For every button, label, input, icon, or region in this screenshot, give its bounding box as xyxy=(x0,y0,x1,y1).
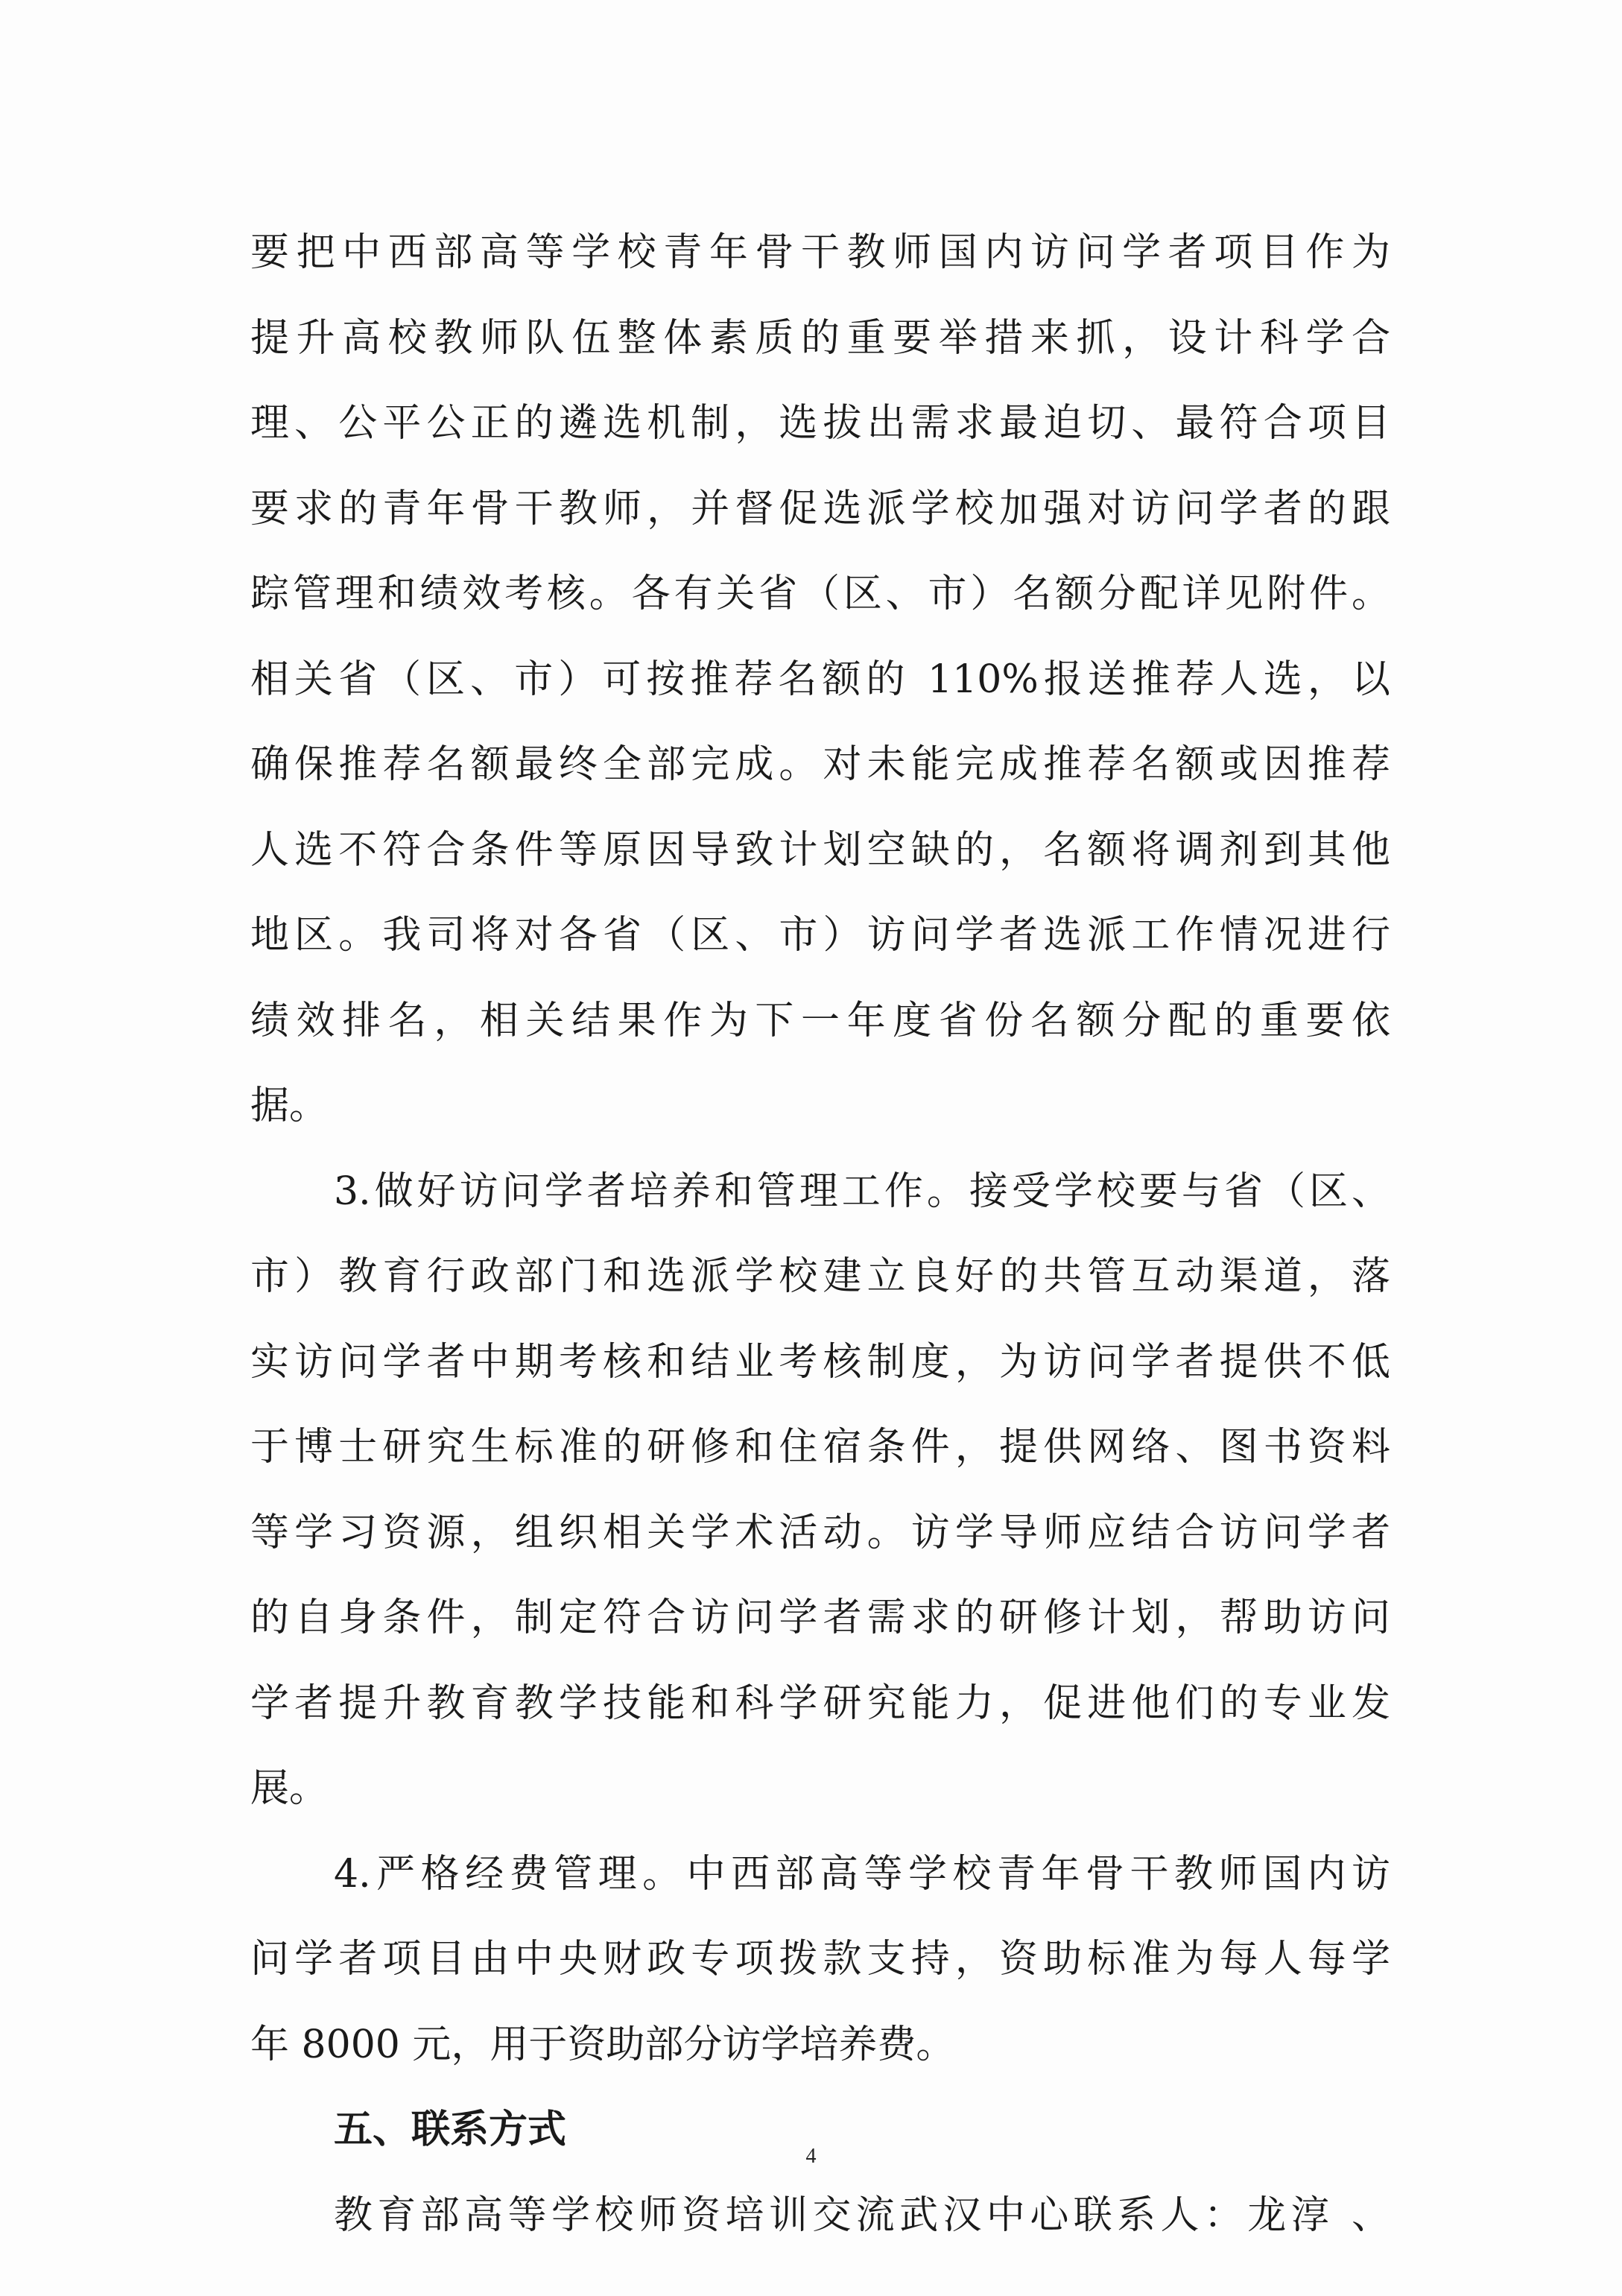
text-line: 地区。我司将对各省（区、市）访问学者选派工作情况进行 xyxy=(250,913,1390,958)
text-line: 3.做好访问学者培养和管理工作。接受学校要与省（区、 xyxy=(334,1168,1390,1214)
text-line: 问学者项目由中央财政专项拨款支持，资助标准为每人每学 xyxy=(250,1937,1390,1982)
text-line: 要把中西部高等学校青年骨干教师国内访问学者项目作为 xyxy=(250,230,1390,275)
text-line: 市）教育行政部门和选派学校建立良好的共管互动渠道，落 xyxy=(250,1254,1390,1299)
page-number: 4 xyxy=(805,2145,817,2168)
text-line: 展。 xyxy=(250,1766,329,1811)
text-line: 等学习资源，组织相关学术活动。访学导师应结合访问学者 xyxy=(250,1510,1390,1555)
text-line: 4.严格经费管理。中西部高等学校青年骨干教师国内访 xyxy=(334,1851,1390,1897)
text-line: 据。 xyxy=(250,1084,329,1128)
text-line: 教育部高等学校师资培训交流武汉中心联系人：龙淳 、 xyxy=(334,2192,1390,2238)
text-line: 人选不符合条件等原因导致计划空缺的，名额将调剂到其他 xyxy=(250,827,1390,873)
text-line: 实访问学者中期考核和结业考核制度，为访问学者提供不低 xyxy=(250,1339,1390,1385)
text-line: 理、公平公正的遴选机制，选拔出需求最迫切、最符合项目 xyxy=(250,401,1390,446)
text-line: 学者提升教育教学技能和科学研究能力，促进他们的专业发 xyxy=(250,1680,1390,1726)
section-heading: 五、联系方式 xyxy=(334,2107,567,2152)
text-line: 的自身条件，制定符合访问学者需求的研修计划，帮助访问 xyxy=(250,1596,1390,1640)
text-line: 确保推荐名额最终全部完成。对未能完成推荐名额或因推荐 xyxy=(250,742,1390,787)
body-text xyxy=(250,210,1390,2258)
text-line: 年 8000 元，用于资助部分访学培养费。 xyxy=(250,2022,955,2067)
text-line: 于博士研究生标准的研修和住宿条件，提供网络、图书资料 xyxy=(250,1425,1390,1470)
text-line: 绩效排名，相关结果作为下一年度省份名额分配的重要依 xyxy=(250,998,1390,1043)
text-line: 相关省（区、市）可按推荐名额的 110%报送推荐人选，以 xyxy=(250,657,1390,702)
text-line: 踪管理和绩效考核。各有关省（区、市）名额分配详见附件。 xyxy=(250,572,1390,616)
text-line: 要求的青年骨干教师，并督促选派学校加强对访问学者的跟 xyxy=(250,486,1390,531)
text-line: 提升高校教师队伍整体素质的重要举措来抓，设计科学合 xyxy=(250,315,1390,361)
